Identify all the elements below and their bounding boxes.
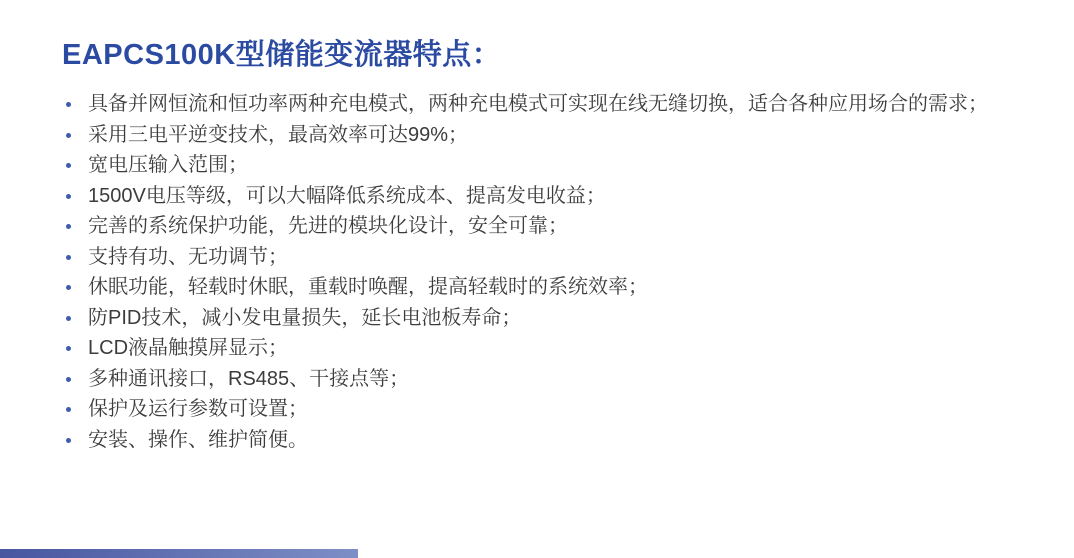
feature-text: LCD液晶触摸屏显示； — [88, 337, 289, 359]
bullet-dot-icon — [66, 224, 71, 229]
feature-text: 多种通讯接口，RS485、干接点等； — [88, 367, 410, 390]
feature-item — [66, 333, 1044, 364]
feature-text: 防PID技术，减小发电量损失，延长电池板寿命； — [88, 306, 522, 329]
bullet-dot-icon — [66, 255, 71, 260]
feature-item — [66, 211, 1044, 242]
feature-item — [66, 303, 1044, 334]
bullet-dot-icon — [66, 133, 71, 138]
feature-item — [66, 89, 1044, 120]
footer-accent-bar — [0, 549, 358, 558]
feature-text: 支持有功、无功调节； — [88, 245, 288, 268]
feature-text: 宽电压输入范围； — [88, 154, 248, 176]
feature-item — [66, 150, 1044, 181]
feature-item — [66, 364, 1044, 395]
feature-item — [66, 120, 1044, 151]
feature-item — [66, 394, 1044, 425]
feature-text: 保护及运行参数可设置； — [88, 398, 308, 420]
page-title: EAPCS100K型储能变流器特点： — [62, 39, 502, 71]
feature-text: 安装、操作、维护简便。 — [88, 428, 308, 451]
feature-item — [66, 181, 1044, 212]
bullet-dot-icon — [66, 346, 71, 351]
bullet-dot-icon — [66, 316, 71, 321]
feature-item — [66, 242, 1044, 273]
feature-text: 具备并网恒流和恒功率两种充电模式，两种充电模式可实现在线无缝切换，适合各种应用场合的需求； — [88, 93, 988, 115]
bullet-dot-icon — [66, 438, 71, 443]
bullet-dot-icon — [66, 102, 71, 107]
feature-text: 休眠功能，轻载时休眠，重载时唤醒，提高轻载时的系统效率； — [88, 276, 648, 298]
feature-item — [66, 272, 1044, 303]
feature-list — [66, 89, 1044, 455]
bullet-dot-icon — [66, 407, 71, 412]
bullet-dot-icon — [66, 285, 71, 290]
feature-text: 完善的系统保护功能，先进的模块化设计，安全可靠； — [88, 215, 568, 237]
bullet-dot-icon — [66, 194, 71, 199]
feature-item — [66, 425, 1044, 456]
bullet-dot-icon — [66, 163, 71, 168]
feature-text: 采用三电平逆变技术，最高效率可达99%； — [88, 123, 469, 146]
feature-text: 1500V电压等级，可以大幅降低系统成本、提高发电收益； — [88, 184, 606, 207]
bullet-dot-icon — [66, 377, 71, 382]
